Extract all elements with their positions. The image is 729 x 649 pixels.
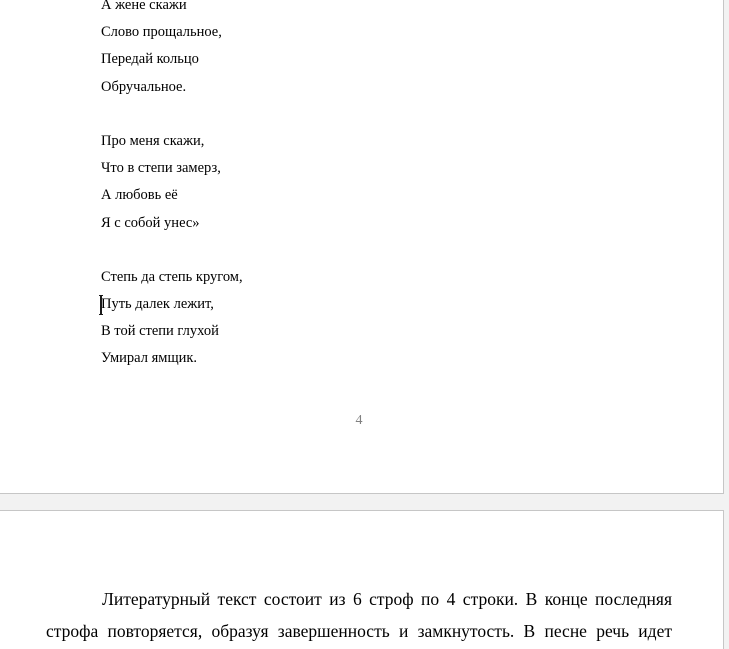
poem-line[interactable]: А жене скажи: [101, 0, 187, 13]
poem-line[interactable]: Степь да степь кругом,: [101, 268, 243, 285]
poem-line[interactable]: Слово прощальное,: [101, 24, 222, 41]
page-number-footer: [46, 413, 672, 429]
analysis-paragraph: [46, 583, 672, 647]
text-cursor-caret: [100, 295, 102, 315]
poem-line[interactable]: А любовь её: [101, 187, 178, 204]
poem-line[interactable]: Передай кольцо: [101, 51, 199, 68]
poem-line[interactable]: Про меня скажи,: [101, 132, 205, 149]
poem-line[interactable]: Обручальное.: [101, 78, 187, 95]
poem-line[interactable]: Что в степи замерз,: [101, 160, 221, 177]
poem-text: [101, 0, 243, 400]
page-number: 4: [355, 413, 363, 428]
poem-stanza: [101, 264, 243, 373]
poem-stanza: [101, 128, 243, 237]
poem-line[interactable]: Я с собой унес»: [101, 214, 200, 231]
poem-stanza: [101, 0, 243, 101]
poem-line[interactable]: В той степи глухой: [101, 323, 219, 340]
poem-line[interactable]: Умирал ямщик.: [101, 350, 198, 367]
poem-line[interactable]: Путь далек лежит,: [101, 296, 214, 313]
paragraph-line[interactable]: строфа повторяется, образуя завершенность и замкнутость. В песне речь идет: [46, 621, 672, 641]
paragraph-line[interactable]: Литературный текст состоит из 6 строф по 4 строки. В конце последняя: [102, 589, 672, 609]
